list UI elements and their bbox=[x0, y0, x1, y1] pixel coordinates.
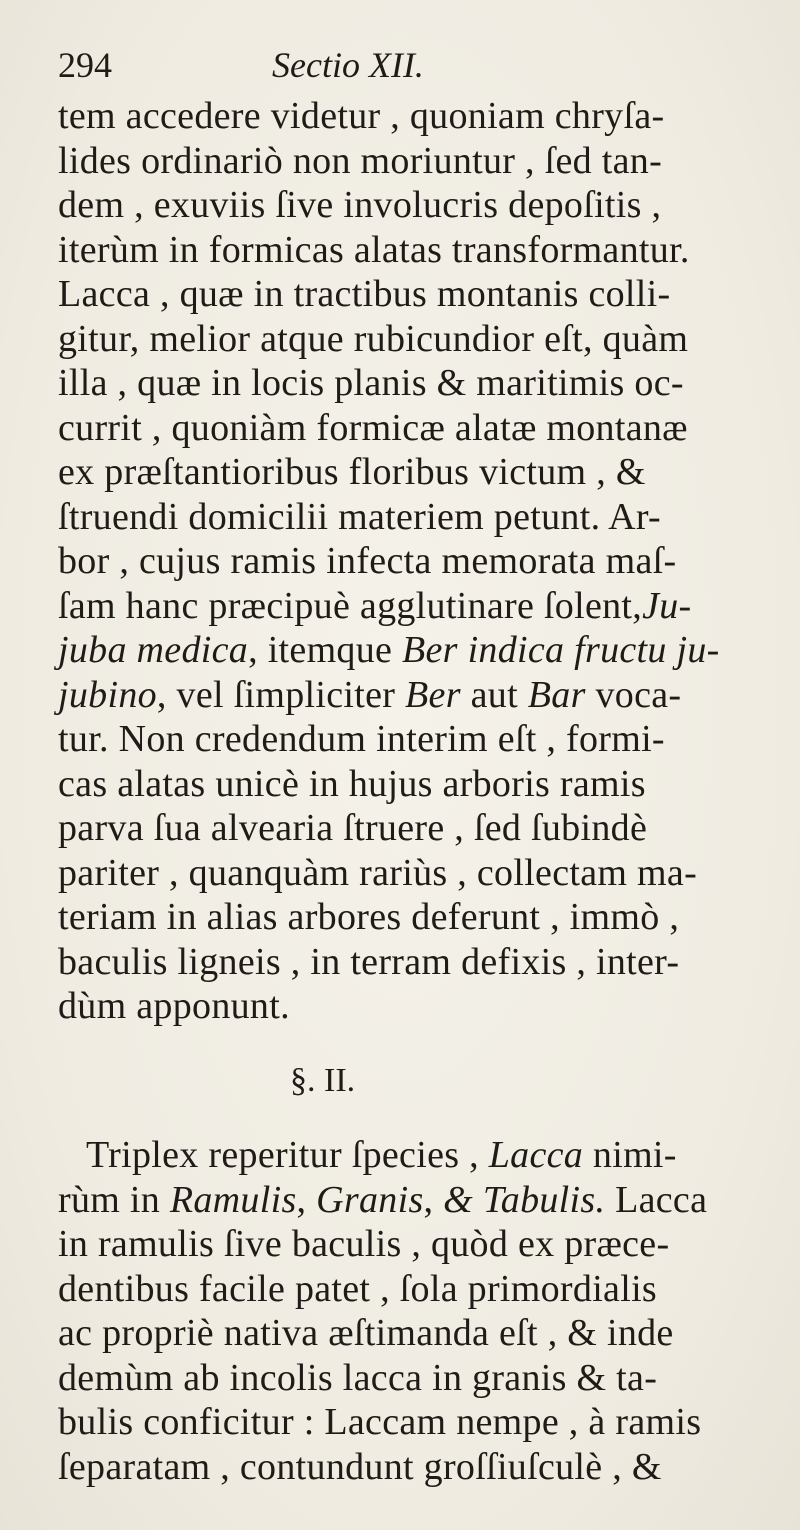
text-line: iterùm in formicas alatas transformantur. bbox=[58, 228, 690, 271]
text-line: in ramulis ſive baculis , quòd ex præce- bbox=[58, 1223, 670, 1265]
italic-term: jubino bbox=[58, 673, 157, 716]
text-run: Lacca bbox=[605, 1178, 708, 1221]
text-line: baculis ligneis , in terram defixis , inter- bbox=[58, 940, 680, 983]
text-run: nimi- bbox=[583, 1134, 677, 1176]
text-run: , vel ſimpliciter bbox=[156, 673, 406, 716]
text-line: tem accedere videtur , quoniam chryſa- bbox=[58, 95, 665, 137]
text-run: voca- bbox=[585, 673, 682, 716]
page-header bbox=[58, 44, 758, 94]
italic-term: Ber indica fructu ju- bbox=[402, 629, 720, 671]
text-line: dentibus facile patet , ſola primordialis bbox=[58, 1267, 658, 1310]
text-line bbox=[58, 673, 778, 718]
text-line bbox=[58, 1133, 778, 1178]
text-line: teriam in alias arbores deferunt , immò , bbox=[58, 896, 680, 938]
italic-term: Lacca bbox=[488, 1134, 584, 1176]
text-line: bor , cujus ramis infecta memorata maſ- bbox=[58, 540, 677, 582]
italic-term: & bbox=[443, 1178, 474, 1221]
text-run: rùm in bbox=[58, 1178, 170, 1221]
text-line: ſeparatam , contundunt groſſiuſculè , & bbox=[58, 1445, 662, 1488]
text-line: demùm ab incolis lacca in granis & ta- bbox=[58, 1356, 658, 1399]
text-line: cas alatas unicè in hujus arboris ramis bbox=[58, 762, 646, 805]
page-number: 294 bbox=[58, 45, 112, 85]
italic-term: Ber bbox=[405, 673, 461, 716]
paragraph-2 bbox=[58, 1133, 778, 1489]
italic-term: juba medica bbox=[58, 629, 249, 671]
text-run: aut bbox=[460, 673, 528, 716]
italic-term: Bar bbox=[527, 673, 586, 716]
text-line: illa , quæ in locis planis & maritimis oc- bbox=[58, 362, 684, 404]
text-line: ſtruendi domicilii materiem petunt. Ar- bbox=[58, 495, 661, 538]
text-line bbox=[58, 584, 778, 629]
text-line: bulis conficitur : Laccam nempe , à ramis bbox=[58, 1401, 702, 1443]
paragraph-1 bbox=[58, 94, 778, 1029]
running-head: Sectio XII. bbox=[272, 45, 424, 85]
text-line bbox=[58, 628, 778, 673]
text-line: ac propriè nativa æſtimanda eſt , & inde bbox=[58, 1312, 674, 1354]
text-run: Triplex reperitur ſpecies , bbox=[86, 1134, 489, 1176]
section-heading: §. II. bbox=[290, 1061, 356, 1099]
italic-term: Ju- bbox=[642, 584, 692, 627]
text-run: , bbox=[296, 1178, 317, 1221]
italic-term: Ramulis bbox=[169, 1178, 297, 1221]
text-line: parva ſua alvearia ſtruere , ſed ſubindè bbox=[58, 807, 648, 849]
text-line: currit , quoniàm formicæ alatæ montanæ bbox=[58, 406, 688, 449]
text-line: lides ordinariò non moriuntur , ſed tan- bbox=[58, 139, 663, 182]
text-line: Lacca , quæ in tractibus montanis colli- bbox=[58, 273, 671, 315]
text-run bbox=[473, 1179, 483, 1221]
page-body bbox=[58, 94, 778, 1489]
text-line: pariter , quanquàm rariùs , collectam ma- bbox=[58, 851, 698, 894]
spacer bbox=[58, 1029, 778, 1059]
text-line: tur. Non credendum interim eſt , formi- bbox=[58, 718, 665, 760]
text-line: dùm apponunt. bbox=[58, 985, 290, 1027]
text-line: gitur, melior atque rubicundior eſt, quàm bbox=[58, 317, 689, 360]
text-line: ex præſtantioribus floribus victum , & bbox=[58, 451, 646, 493]
spacer bbox=[58, 1103, 778, 1133]
text-run: , bbox=[423, 1178, 444, 1221]
italic-term: Granis bbox=[316, 1178, 424, 1221]
text-run: ſam hanc præcipuè agglutinare ſolent, bbox=[58, 584, 643, 627]
italic-term: Tabulis. bbox=[482, 1178, 606, 1221]
text-line bbox=[58, 1178, 778, 1223]
text-run: , itemque bbox=[248, 629, 402, 671]
text-line: dem , exuviis ſive involucris depoſitis , bbox=[58, 184, 662, 226]
